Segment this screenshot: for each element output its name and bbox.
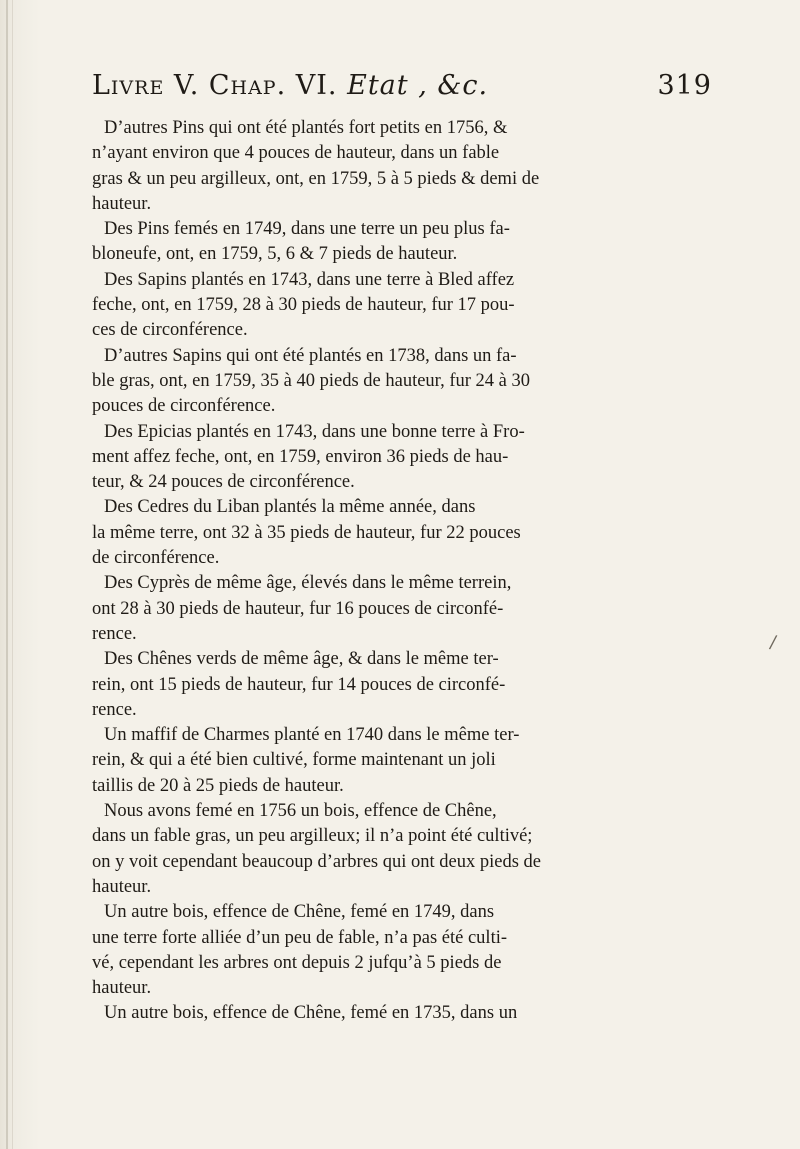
text-line: Des Sapins plantés en 1743, dans une terre à Bled affez — [104, 269, 515, 290]
running-head — [92, 70, 712, 110]
text-line: ble gras, ont, en 1759, 35 à 40 pieds de hauteur, fur 24 à 30 — [92, 370, 531, 391]
binding-edge — [6, 0, 8, 1149]
text-line: dans un fable gras, un peu argilleux; il n’a point été cultivé; — [92, 826, 533, 847]
text-line: rein, ont 15 pieds de hauteur, fur 14 pouces de circonfé- — [92, 674, 506, 695]
text-line: Des Pins femés en 1749, dans une terre un peu plus fa- — [104, 219, 510, 240]
margin-mark: / — [768, 631, 778, 654]
text-line: Nous avons femé en 1756 un bois, effence de Chêne, — [104, 801, 497, 822]
binding-edge-inner — [12, 0, 13, 1149]
text-line: Un maffif de Charmes planté en 1740 dans le même ter- — [104, 725, 520, 746]
body-text — [92, 116, 716, 1027]
text-line: gras & un peu argilleux, ont, en 1759, 5 à 5 pieds & demi de — [92, 168, 540, 189]
text-line: bloneufe, ont, en 1759, 5, 6 & 7 pieds de hauteur. — [92, 244, 458, 265]
text-line: Un autre bois, effence de Chêne, femé en 1749, dans — [104, 902, 495, 923]
text-line: rence. — [92, 623, 137, 644]
text-line: de circonférence. — [92, 548, 220, 569]
text-line: D’autres Sapins qui ont été plantés en 1738, dans un fa- — [104, 345, 517, 366]
text-line: vé, cependant les arbres ont depuis 2 jufqu’à 5 pieds de — [92, 952, 502, 973]
text-line: ces de circonférence. — [92, 320, 248, 341]
text-line: on y voit cependant beaucoup d’arbres qui ont deux pieds de — [92, 851, 542, 872]
text-line: feche, ont, en 1759, 28 à 30 pieds de hauteur, fur 17 pou- — [92, 295, 515, 316]
text-line: pouces de circonférence. — [92, 396, 276, 417]
text-line: Un autre bois, effence de Chêne, femé en 1735, dans un — [104, 1003, 518, 1024]
text-line: une terre forte alliée d’un peu de fable, n’a pas été culti- — [92, 927, 508, 948]
text-line: hauteur. — [92, 978, 152, 999]
text-line: hauteur. — [92, 193, 152, 214]
text-line: ont 28 à 30 pieds de hauteur, fur 16 pouces de circonfé- — [92, 598, 504, 619]
page-number: 319 — [657, 70, 712, 101]
text-line: rence. — [92, 699, 137, 720]
text-line: rein, & qui a été bien cultivé, forme maintenant un joli — [92, 750, 496, 771]
text-line: Des Epicias plantés en 1743, dans une bonne terre à Fro- — [104, 421, 525, 442]
text-line: n’ayant environ que 4 pouces de hauteur, dans un fable — [92, 143, 500, 164]
text-line: hauteur. — [92, 876, 152, 897]
text-line: taillis de 20 à 25 pieds de hauteur. — [92, 775, 344, 796]
running-title-italic: Etat , &c. — [347, 70, 489, 101]
running-title — [92, 70, 488, 101]
text-line: Des Cedres du Liban plantés la même année, dans — [104, 497, 476, 518]
text-line: D’autres Pins qui ont été plantés fort petits en 1756, & — [104, 118, 508, 138]
text-line: teur, & 24 pouces de circonférence. — [92, 472, 355, 493]
text-line: ment affez feche, ont, en 1759, environ 36 pieds de hau- — [92, 446, 509, 467]
text-line: Des Cyprès de même âge, élevés dans le même terrein, — [104, 573, 512, 594]
text-line: la même terre, ont 32 à 35 pieds de hauteur, fur 22 pouces — [92, 522, 521, 543]
running-title-text: Livre V. Chap. VI. — [92, 70, 338, 101]
text-line: Des Chênes verds de même âge, & dans le même ter- — [104, 649, 499, 670]
